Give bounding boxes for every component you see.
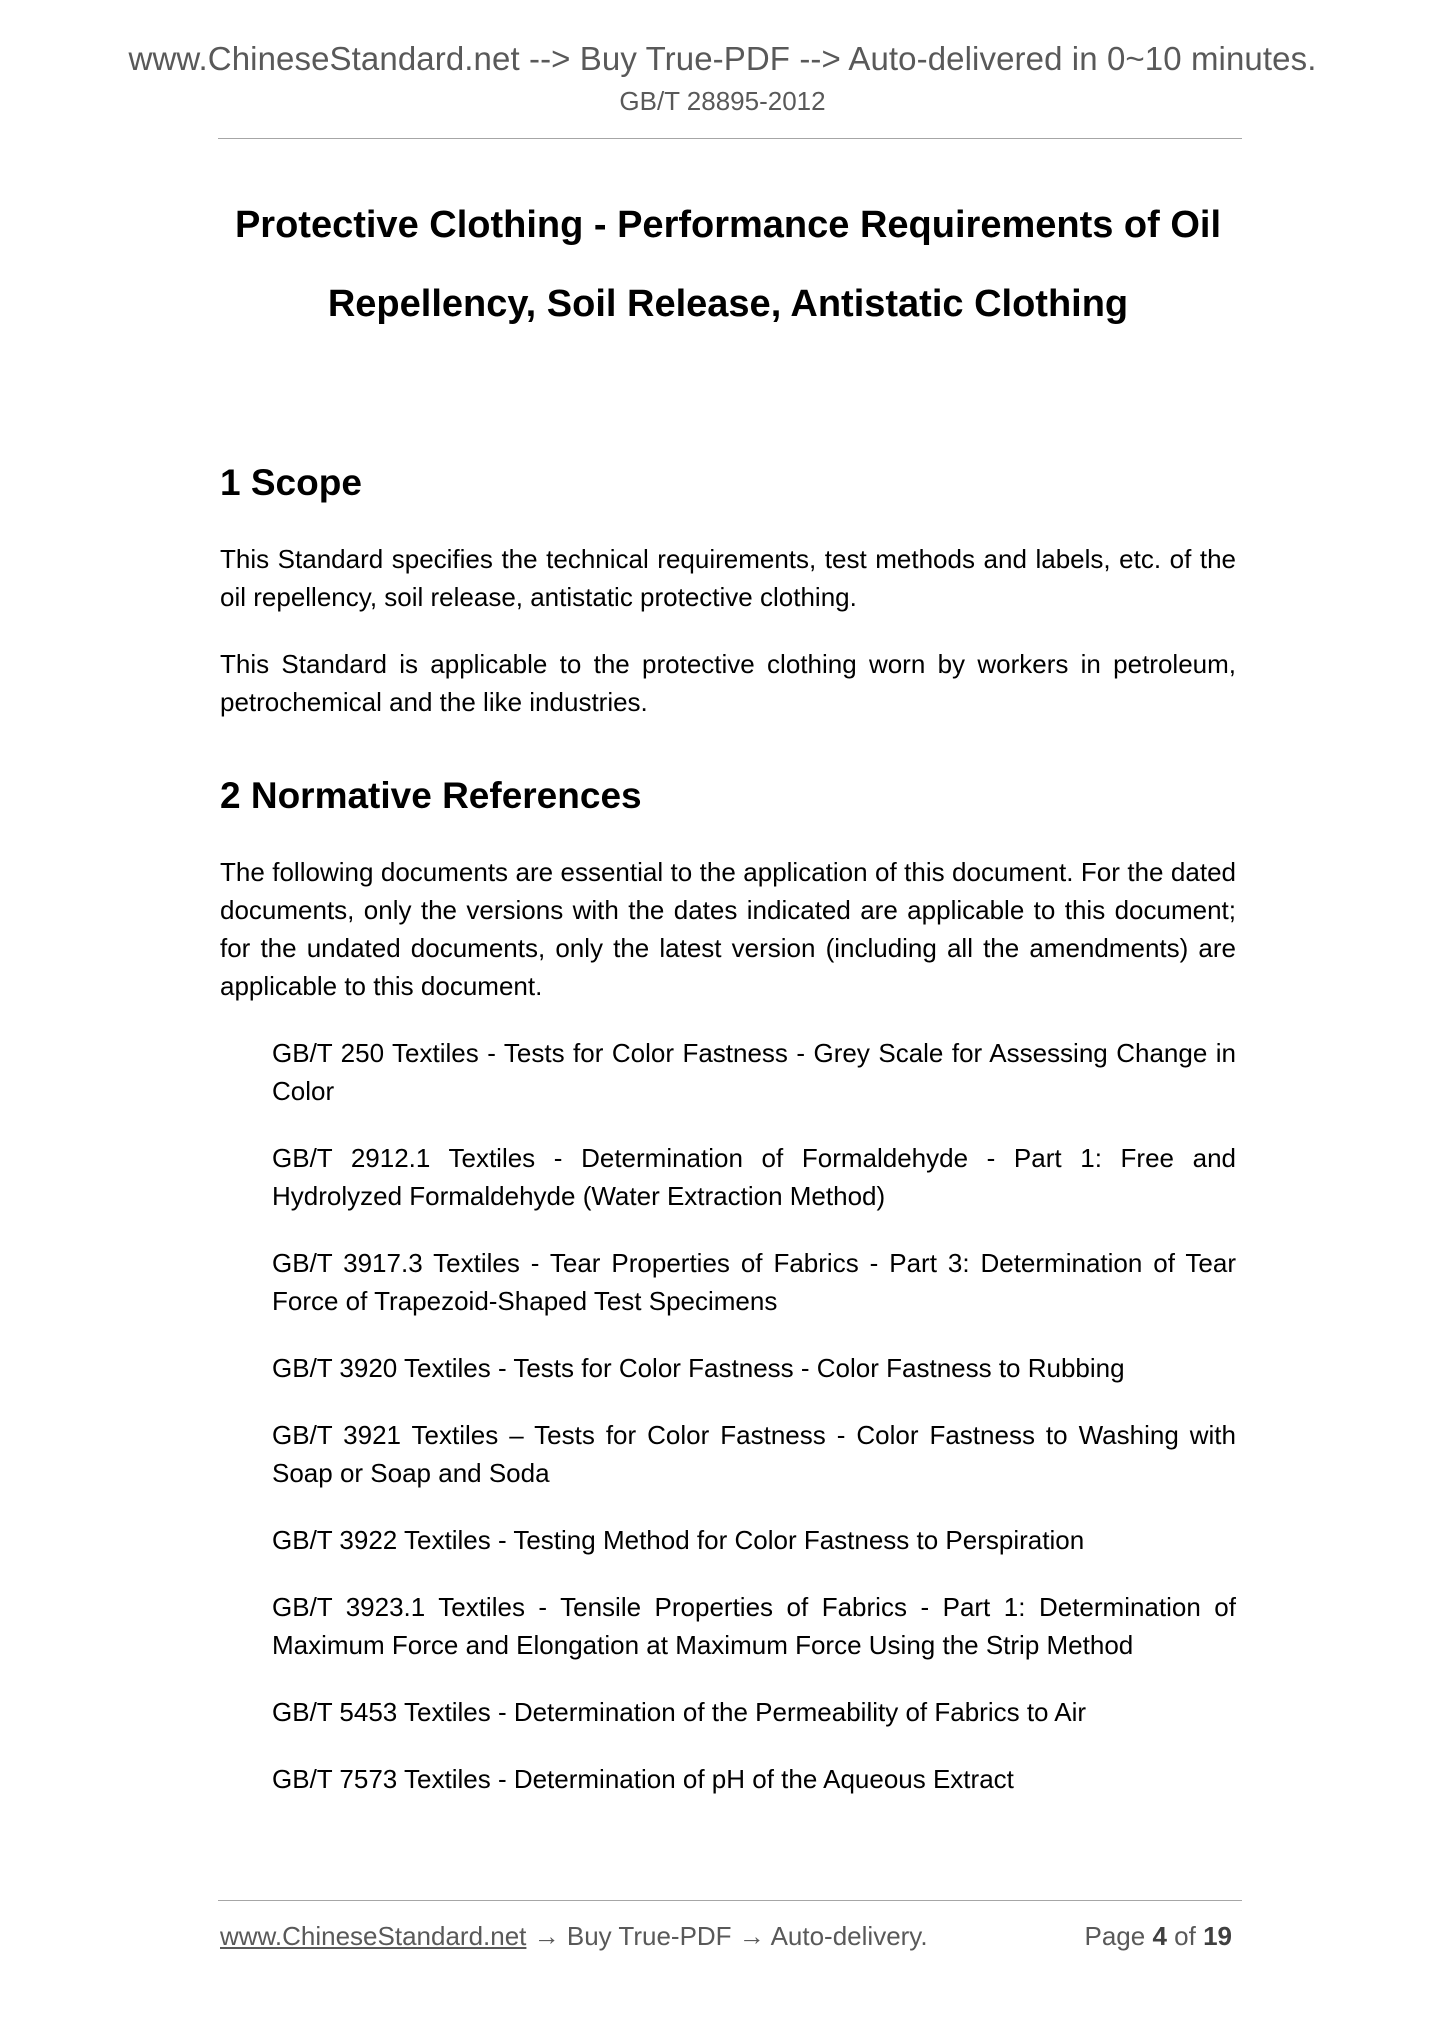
reference-item: GB/T 5453 Textiles - Determination of the Permeability of Fabrics to Air (272, 1697, 1087, 1727)
reference-item: GB/T 7573 Textiles - Determination of pH of the Aqueous Extract (272, 1764, 1014, 1794)
page-footer (220, 1918, 1232, 1954)
standard-code: GB/T 28895-2012 (619, 86, 826, 116)
section-heading-normative-references: 2 Normative References (220, 775, 642, 816)
document-body (220, 186, 1236, 1827)
reference-item: GB/T 2912.1 Textiles - Determination of Formaldehyde - Part 1: Free and Hydrolyzed Formaldehyde (Water Extraction Method) (272, 1143, 1236, 1211)
title-line-1: Protective Clothing - Performance Requirements of Oil (234, 204, 1222, 246)
page-label: Page (1084, 1921, 1146, 1951)
header-divider (218, 138, 1242, 139)
references-intro: The following documents are essential to the application of this document. For the dated documents, only the versions with the dates indicated are applicable to this document; for the undated documents, only the latest version (including all the amendments) are applicable to this document. (220, 857, 1236, 1001)
scope-paragraph: This Standard is applicable to the protective clothing worn by workers in petroleum, petrochemical and the like industries. (220, 649, 1236, 717)
reference-item: GB/T 3923.1 Textiles - Tensile Properties of Fabrics - Part 1: Determination of Maximum Force and Elongation at Maximum Force Using the Strip Method (272, 1592, 1236, 1660)
current-page: 4 (1152, 1921, 1167, 1951)
reference-item: GB/T 3920 Textiles - Tests for Color Fastness - Color Fastness to Rubbing (272, 1353, 1125, 1383)
footer-divider (218, 1900, 1242, 1901)
reference-list (220, 1034, 1236, 1798)
header-banner: www.ChineseStandard.net --> Buy True-PDF --> Auto-delivered in 0~10 minutes. (128, 40, 1317, 77)
total-pages: 19 (1203, 1921, 1232, 1951)
reference-item: GB/T 3922 Textiles - Testing Method for Color Fastness to Perspiration (272, 1525, 1085, 1555)
scope-paragraph: This Standard specifies the technical requirements, test methods and labels, etc. of the oil repellency, soil release, antistatic protective clothing. (220, 544, 1236, 612)
document-title (220, 186, 1236, 344)
page-header (0, 38, 1445, 118)
title-line-2: Repellency, Soil Release, Antistatic Clothing (327, 283, 1129, 325)
footer-website-link[interactable]: www.ChineseStandard.net (220, 1921, 527, 1951)
reference-item: GB/T 3917.3 Textiles - Tear Properties of Fabrics - Part 3: Determination of Tear Force of Trapezoid-Shaped Test Specimens (272, 1248, 1236, 1316)
of-label: of (1174, 1921, 1196, 1951)
footer-promo-text: → Buy True-PDF → Auto-delivery. (526, 1921, 928, 1951)
reference-item: GB/T 250 Textiles - Tests for Color Fastness - Grey Scale for Assessing Change in Color (272, 1038, 1236, 1106)
section-heading-scope: 1 Scope (220, 462, 362, 503)
page-number (1084, 1918, 1232, 1954)
reference-item: GB/T 3921 Textiles – Tests for Color Fastness - Color Fastness to Washing with Soap or Soap and Soda (272, 1420, 1236, 1488)
footer-promo (220, 1918, 928, 1954)
